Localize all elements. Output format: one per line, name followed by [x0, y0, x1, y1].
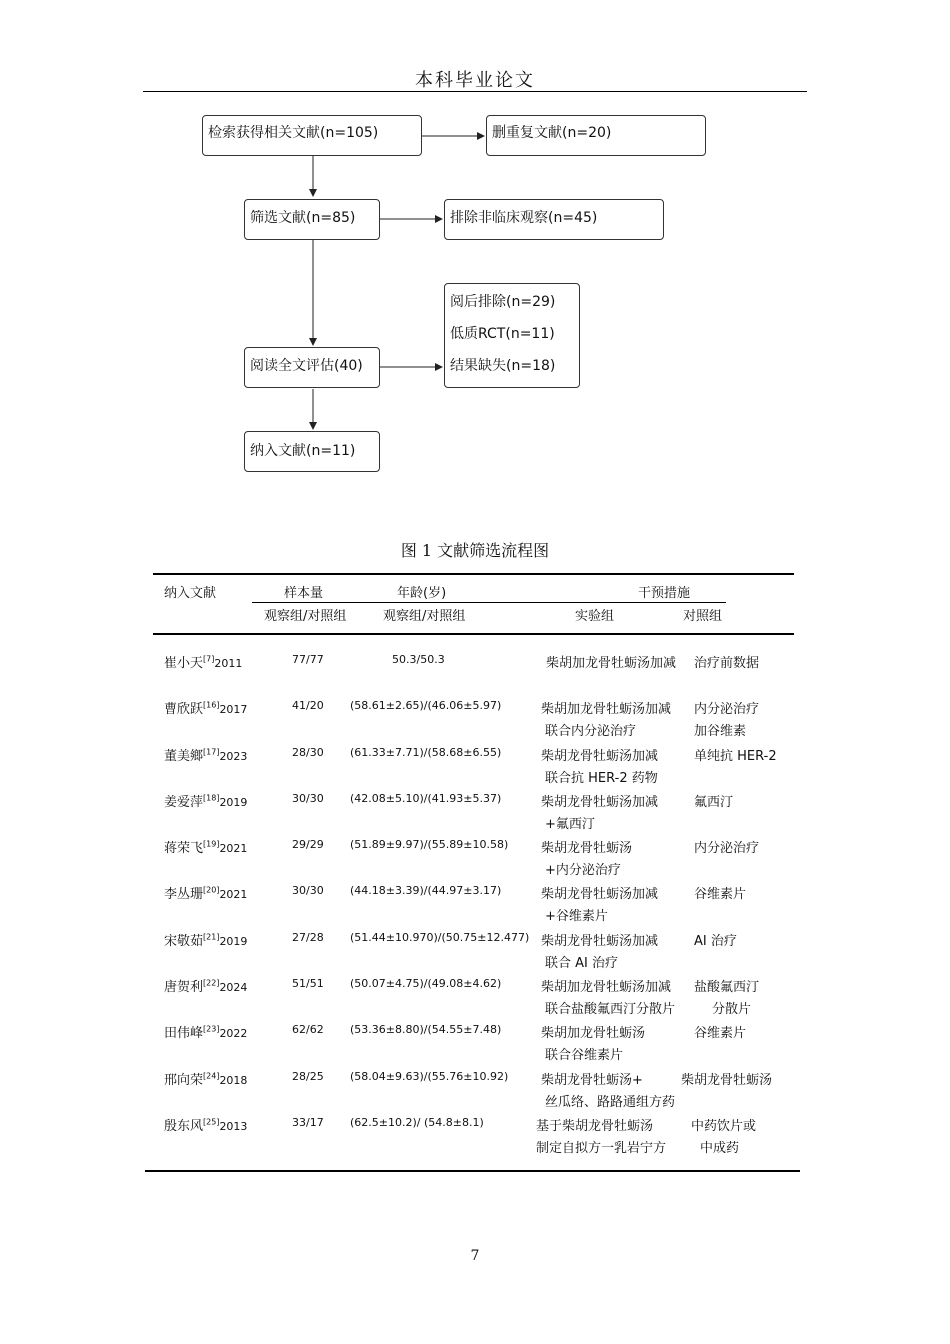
- cell-ref: [18]: [203, 793, 220, 803]
- cell-exp: 联合 AI 治疗: [545, 956, 618, 971]
- cell-author: 田伟峰: [164, 1026, 204, 1041]
- col-subheader-ctrl: 对照组: [683, 609, 723, 624]
- cell-exp: 联合抗 HER-2 药物: [545, 771, 658, 786]
- cell-exp: 基于柴胡龙骨牡蛎汤: [536, 1119, 654, 1134]
- flow-box-exclude-nonclinical-label: 排除非临床观察(n=45): [450, 210, 598, 226]
- cell-ctrl: 谷维素片: [694, 887, 747, 902]
- flow-box-fulltext-label: 阅读全文评估(40): [250, 358, 363, 374]
- cell-study: [164, 745, 247, 764]
- cell-year: 2017: [219, 703, 248, 716]
- cell-author: 董美鄉: [164, 749, 204, 764]
- cell-age: (53.36±8.80)/(54.55±7.48): [350, 1023, 502, 1036]
- table-subheader-rule: [252, 602, 726, 603]
- flow-box-excluded: [444, 283, 580, 388]
- flow-box-included-label: 纳入文献(n=11): [250, 443, 356, 459]
- cell-age: (44.18±3.39)/(44.97±3.17): [350, 884, 502, 897]
- cell-ref: [7]: [203, 654, 215, 664]
- cell-study: [164, 1022, 247, 1041]
- flowchart-connectors: [0, 0, 950, 520]
- cell-sample: 29/29: [292, 838, 324, 851]
- cell-study: [164, 837, 247, 856]
- cell-study: [164, 698, 247, 717]
- cell-author: 蒋荣飞: [164, 841, 204, 856]
- col-subheader-exp: 实验组: [575, 609, 615, 624]
- cell-ctrl: 单纯抗 HER-2: [694, 749, 777, 764]
- cell-year: 2023: [219, 750, 248, 763]
- col-header-sample: 样本量: [284, 586, 324, 601]
- cell-ctrl: 治疗前数据: [694, 656, 760, 671]
- cell-sample: 62/62: [292, 1023, 324, 1036]
- cell-ctrl: 盐酸氟西汀: [694, 980, 760, 995]
- col-header-study: 纳入文献: [164, 586, 217, 601]
- cell-ref: [19]: [203, 839, 220, 849]
- cell-ctrl: 分散片: [712, 1002, 752, 1017]
- cell-sample: 28/30: [292, 746, 324, 759]
- cell-ref: [22]: [203, 978, 220, 988]
- cell-exp: 丝瓜络、路路通组方药: [545, 1095, 676, 1110]
- flow-box-search: [202, 115, 422, 156]
- cell-exp: +氟西汀: [545, 817, 595, 832]
- cell-exp: 柴胡龙骨牡蛎汤加减: [541, 887, 659, 902]
- cell-ref: [21]: [203, 932, 220, 942]
- cell-age: (62.5±10.2)/ (54.8±8.1): [350, 1116, 484, 1129]
- table-top-rule: [153, 573, 794, 575]
- cell-ctrl: 内分泌治疗: [694, 841, 760, 856]
- cell-ctrl: AI 治疗: [694, 934, 737, 949]
- cell-age: (51.44±10.970)/(50.75±12.477): [350, 931, 530, 944]
- cell-age: (42.08±5.10)/(41.93±5.37): [350, 792, 502, 805]
- cell-ctrl: 谷维素片: [694, 1026, 747, 1041]
- flow-box-search-label: 检索获得相关文献(n=105): [208, 125, 379, 141]
- cell-exp: 柴胡龙骨牡蛎汤: [541, 841, 633, 856]
- cell-ctrl: 内分泌治疗: [694, 702, 760, 717]
- cell-exp: 柴胡龙骨牡蛎汤加减: [541, 795, 659, 810]
- cell-exp: 柴胡龙骨牡蛎汤加减: [541, 934, 659, 949]
- cell-sample: 30/30: [292, 884, 324, 897]
- flow-box-screen: [244, 199, 380, 240]
- cell-author: 唐贺利: [164, 980, 204, 995]
- cell-exp: 联合盐酸氟西汀分散片: [545, 1002, 676, 1017]
- col-header-age: 年龄(岁): [397, 586, 447, 601]
- cell-author: 姜爱萍: [164, 795, 204, 810]
- cell-ctrl: 加谷维素: [694, 724, 747, 739]
- cell-ctrl: 柴胡龙骨牡蛎汤: [681, 1073, 773, 1088]
- cell-exp: 联合内分泌治疗: [545, 724, 637, 739]
- cell-ref: [20]: [203, 885, 220, 895]
- cell-ref: [23]: [203, 1024, 220, 1034]
- cell-ref: [17]: [203, 747, 220, 757]
- cell-year: 2013: [219, 1120, 248, 1133]
- cell-age: (50.07±4.75)/(49.08±4.62): [350, 977, 502, 990]
- cell-study: [164, 1115, 247, 1134]
- cell-ref: [25]: [203, 1117, 220, 1127]
- cell-study: [164, 930, 247, 949]
- col-header-intervention: 干预措施: [638, 586, 691, 601]
- cell-ctrl: 中成药: [700, 1141, 740, 1156]
- cell-exp: 柴胡加龙骨牡蛎汤加减: [546, 656, 677, 671]
- cell-year: 2021: [219, 888, 248, 901]
- cell-study: [164, 976, 247, 995]
- cell-study: [164, 1069, 247, 1088]
- flow-box-excluded-reason: 阅后排除(n=29): [450, 294, 556, 310]
- cell-year: 2022: [219, 1027, 248, 1040]
- cell-author: 邢向荣: [164, 1073, 204, 1088]
- cell-exp: 柴胡加龙骨牡蛎汤: [541, 1026, 646, 1041]
- cell-age: (58.04±9.63)/(55.76±10.92): [350, 1070, 509, 1083]
- cell-exp: +内分泌治疗: [545, 863, 621, 878]
- page-header-title: 本科毕业论文: [415, 70, 535, 91]
- cell-author: 崔小天: [164, 656, 204, 671]
- cell-study: [164, 652, 242, 671]
- cell-author: 曹欣跃: [164, 702, 204, 717]
- cell-ref: [16]: [203, 700, 220, 710]
- cell-sample: 30/30: [292, 792, 324, 805]
- flow-box-excluded-reason: 低质RCT(n=11): [450, 326, 555, 342]
- cell-exp: +谷维素片: [545, 909, 608, 924]
- cell-exp: 制定自拟方一乳岩宁方: [536, 1141, 667, 1156]
- table-bottom-rule: [145, 1170, 800, 1172]
- cell-sample: 28/25: [292, 1070, 324, 1083]
- cell-exp: 柴胡加龙骨牡蛎汤加减: [541, 702, 672, 717]
- cell-exp: 柴胡龙骨牡蛎汤加减: [541, 749, 659, 764]
- cell-exp: 柴胡加龙骨牡蛎汤加减: [541, 980, 672, 995]
- page-number: 7: [470, 1248, 480, 1264]
- cell-sample: 51/51: [292, 977, 324, 990]
- cell-sample: 77/77: [292, 653, 324, 666]
- cell-age: (61.33±7.71)/(58.68±6.55): [350, 746, 502, 759]
- col-subheader-sample: 观察组/对照组: [264, 609, 347, 624]
- cell-age: (58.61±2.65)/(46.06±5.97): [350, 699, 502, 712]
- cell-author: 宋敬茹: [164, 934, 204, 949]
- cell-ctrl: 中药饮片或: [691, 1119, 757, 1134]
- cell-author: 李丛珊: [164, 887, 204, 902]
- cell-year: 2019: [219, 935, 248, 948]
- cell-age: (51.89±9.97)/(55.89±10.58): [350, 838, 509, 851]
- cell-exp: 柴胡龙骨牡蛎汤+: [541, 1073, 643, 1088]
- flow-box-included: [244, 431, 380, 472]
- flow-box-exclude-nonclinical: [444, 199, 664, 240]
- flow-box-screen-label: 筛选文献(n=85): [250, 210, 356, 226]
- cell-ref: [24]: [203, 1071, 220, 1081]
- flow-box-duplicates-label: 删重复文献(n=20): [492, 125, 612, 141]
- cell-age: 50.3/50.3: [392, 653, 445, 666]
- flow-box-excluded-reason: 结果缺失(n=18): [450, 358, 556, 374]
- cell-study: [164, 791, 247, 810]
- cell-author: 殷东风: [164, 1119, 204, 1134]
- cell-sample: 41/20: [292, 699, 324, 712]
- cell-year: 2018: [219, 1074, 248, 1087]
- cell-year: 2019: [219, 796, 248, 809]
- cell-year: 2021: [219, 842, 248, 855]
- cell-year: 2024: [219, 981, 248, 994]
- flow-box-fulltext: [244, 347, 380, 388]
- flowchart: [0, 0, 950, 520]
- cell-study: [164, 883, 247, 902]
- cell-ctrl: 氟西汀: [694, 795, 734, 810]
- cell-sample: 33/17: [292, 1116, 324, 1129]
- col-subheader-age: 观察组/对照组: [383, 609, 466, 624]
- cell-sample: 27/28: [292, 931, 324, 944]
- figure-caption: 图 1 文献筛选流程图: [400, 541, 550, 560]
- cell-exp: 联合谷维素片: [545, 1048, 624, 1063]
- table-header-bottom-rule: [153, 633, 794, 635]
- flow-box-duplicates: [486, 115, 706, 156]
- cell-year: 2011: [214, 657, 243, 670]
